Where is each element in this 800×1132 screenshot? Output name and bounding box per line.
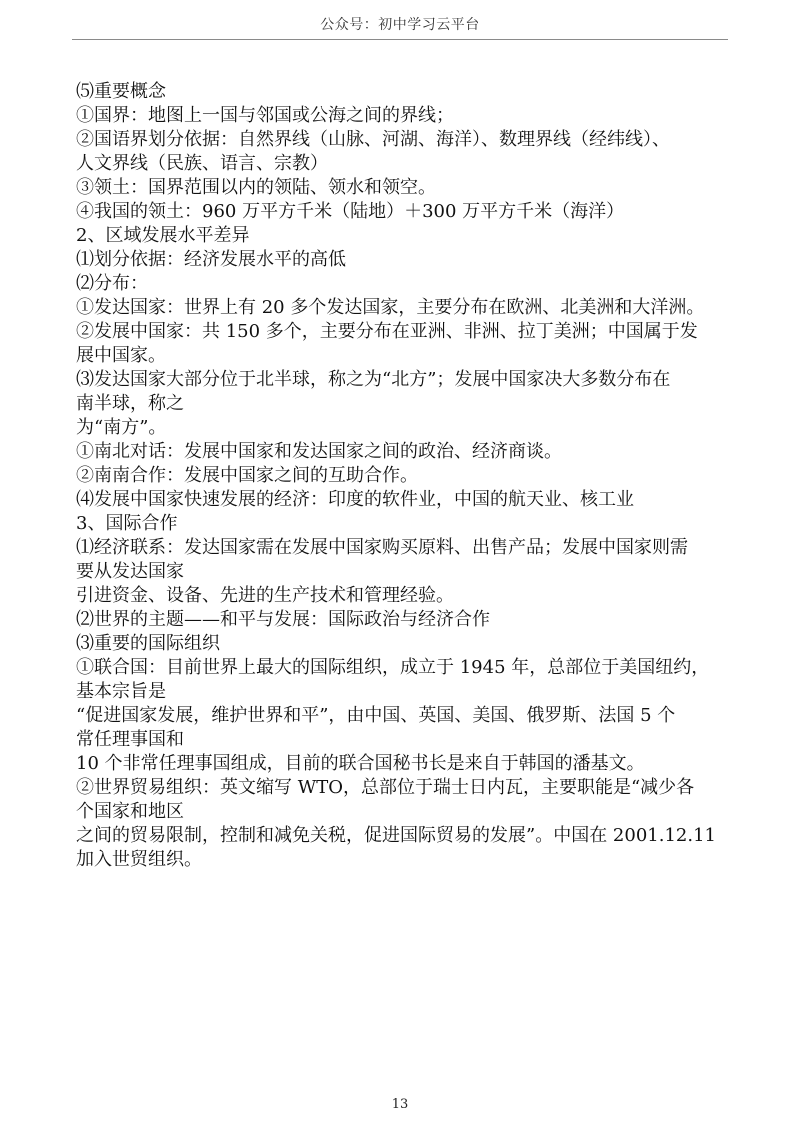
page-number: 13 <box>391 1097 409 1112</box>
text-line: 个国家和地区 <box>76 801 184 822</box>
section-heading: 3、国际合作 <box>76 513 178 534</box>
text-line: ⑴划分依据：经济发展水平的高低 <box>76 249 346 270</box>
text-line: ⑷发展中国家快速发展的经济：印度的软件业，中国的航天业、核工业 <box>76 489 634 510</box>
text-line: ⑴经济联系：发达国家需在发展中国家购买原料、出售产品；发展中国家则需 <box>76 537 688 558</box>
text-line: 展中国家。 <box>76 345 166 366</box>
text-line: ⑶重要的国际组织 <box>76 633 220 654</box>
text-line: ⑵世界的主题——和平与发展：国际政治与经济合作 <box>76 609 490 630</box>
text-line: ⑵分布： <box>76 273 148 294</box>
text-line: 基本宗旨是 <box>76 681 166 702</box>
text-line: 常任理事国和 <box>76 729 184 750</box>
text-line: ①联合国：目前世界上最大的国际组织，成立于 1945 年，总部位于美国纽约， <box>76 657 710 678</box>
section-heading: 2、区域发展水平差异 <box>76 225 250 246</box>
text-line: 人文界线（民族、语言、宗教） <box>76 153 328 174</box>
text-line: ①发达国家：世界上有 20 多个发达国家，主要分布在欧洲、北美洲和大洋洲。 <box>76 297 705 318</box>
text-line: 加入世贸组织。 <box>76 849 202 870</box>
text-line: ②南南合作：发展中国家之间的互助合作。 <box>76 465 418 486</box>
text-line: ①国界：地图上一国与邻国或公海之间的界线； <box>76 105 454 126</box>
text-line: 要从发达国家 <box>76 561 184 582</box>
text-line: ②世界贸易组织：英文缩写 WTO，总部位于瑞士日内瓦，主要职能是“减少各 <box>76 777 695 798</box>
text-line: “促进国家发展，维护世界和平”，由中国、英国、美国、俄罗斯、法国 5 个 <box>76 705 676 726</box>
text-line: 10 个非常任理事国组成，目前的联合国秘书长是来自于韩国的潘基文。 <box>76 753 645 774</box>
text-line: ⑶发达国家大部分位于北半球，称之为“北方”；发展中国家决大多数分布在 <box>76 369 671 390</box>
text-line: ③领土：国界范围以内的领陆、领水和领空。 <box>76 177 436 198</box>
text-line: 之间的贸易限制，控制和减免关税，促进国际贸易的发展”。中国在 2001.12.11 <box>76 825 716 846</box>
text-line: 为“南方”。 <box>76 417 167 438</box>
text-line: ②国语界划分依据：自然界线（山脉、河湖、海洋）、数理界线（经纬线）、 <box>76 129 670 150</box>
text-line: ⑸重要概念 <box>76 81 166 102</box>
header-divider <box>72 39 728 40</box>
text-line: ①南北对话：发展中国家和发达国家之间的政治、经济商谈。 <box>76 441 562 462</box>
text-line: ②发展中国家：共 150 多个，主要分布在亚洲、非洲、拉丁美洲；中国属于发 <box>76 321 698 342</box>
page-header: 公众号：初中学习云平台 <box>320 17 480 33</box>
text-line: ④我国的领土：960 万平方千米（陆地）＋300 万平方千米（海洋） <box>76 201 625 222</box>
text-line: 南半球，称之 <box>76 393 184 414</box>
text-line: 引进资金、设备、先进的生产技术和管理经验。 <box>76 585 454 606</box>
document-body <box>76 80 726 872</box>
